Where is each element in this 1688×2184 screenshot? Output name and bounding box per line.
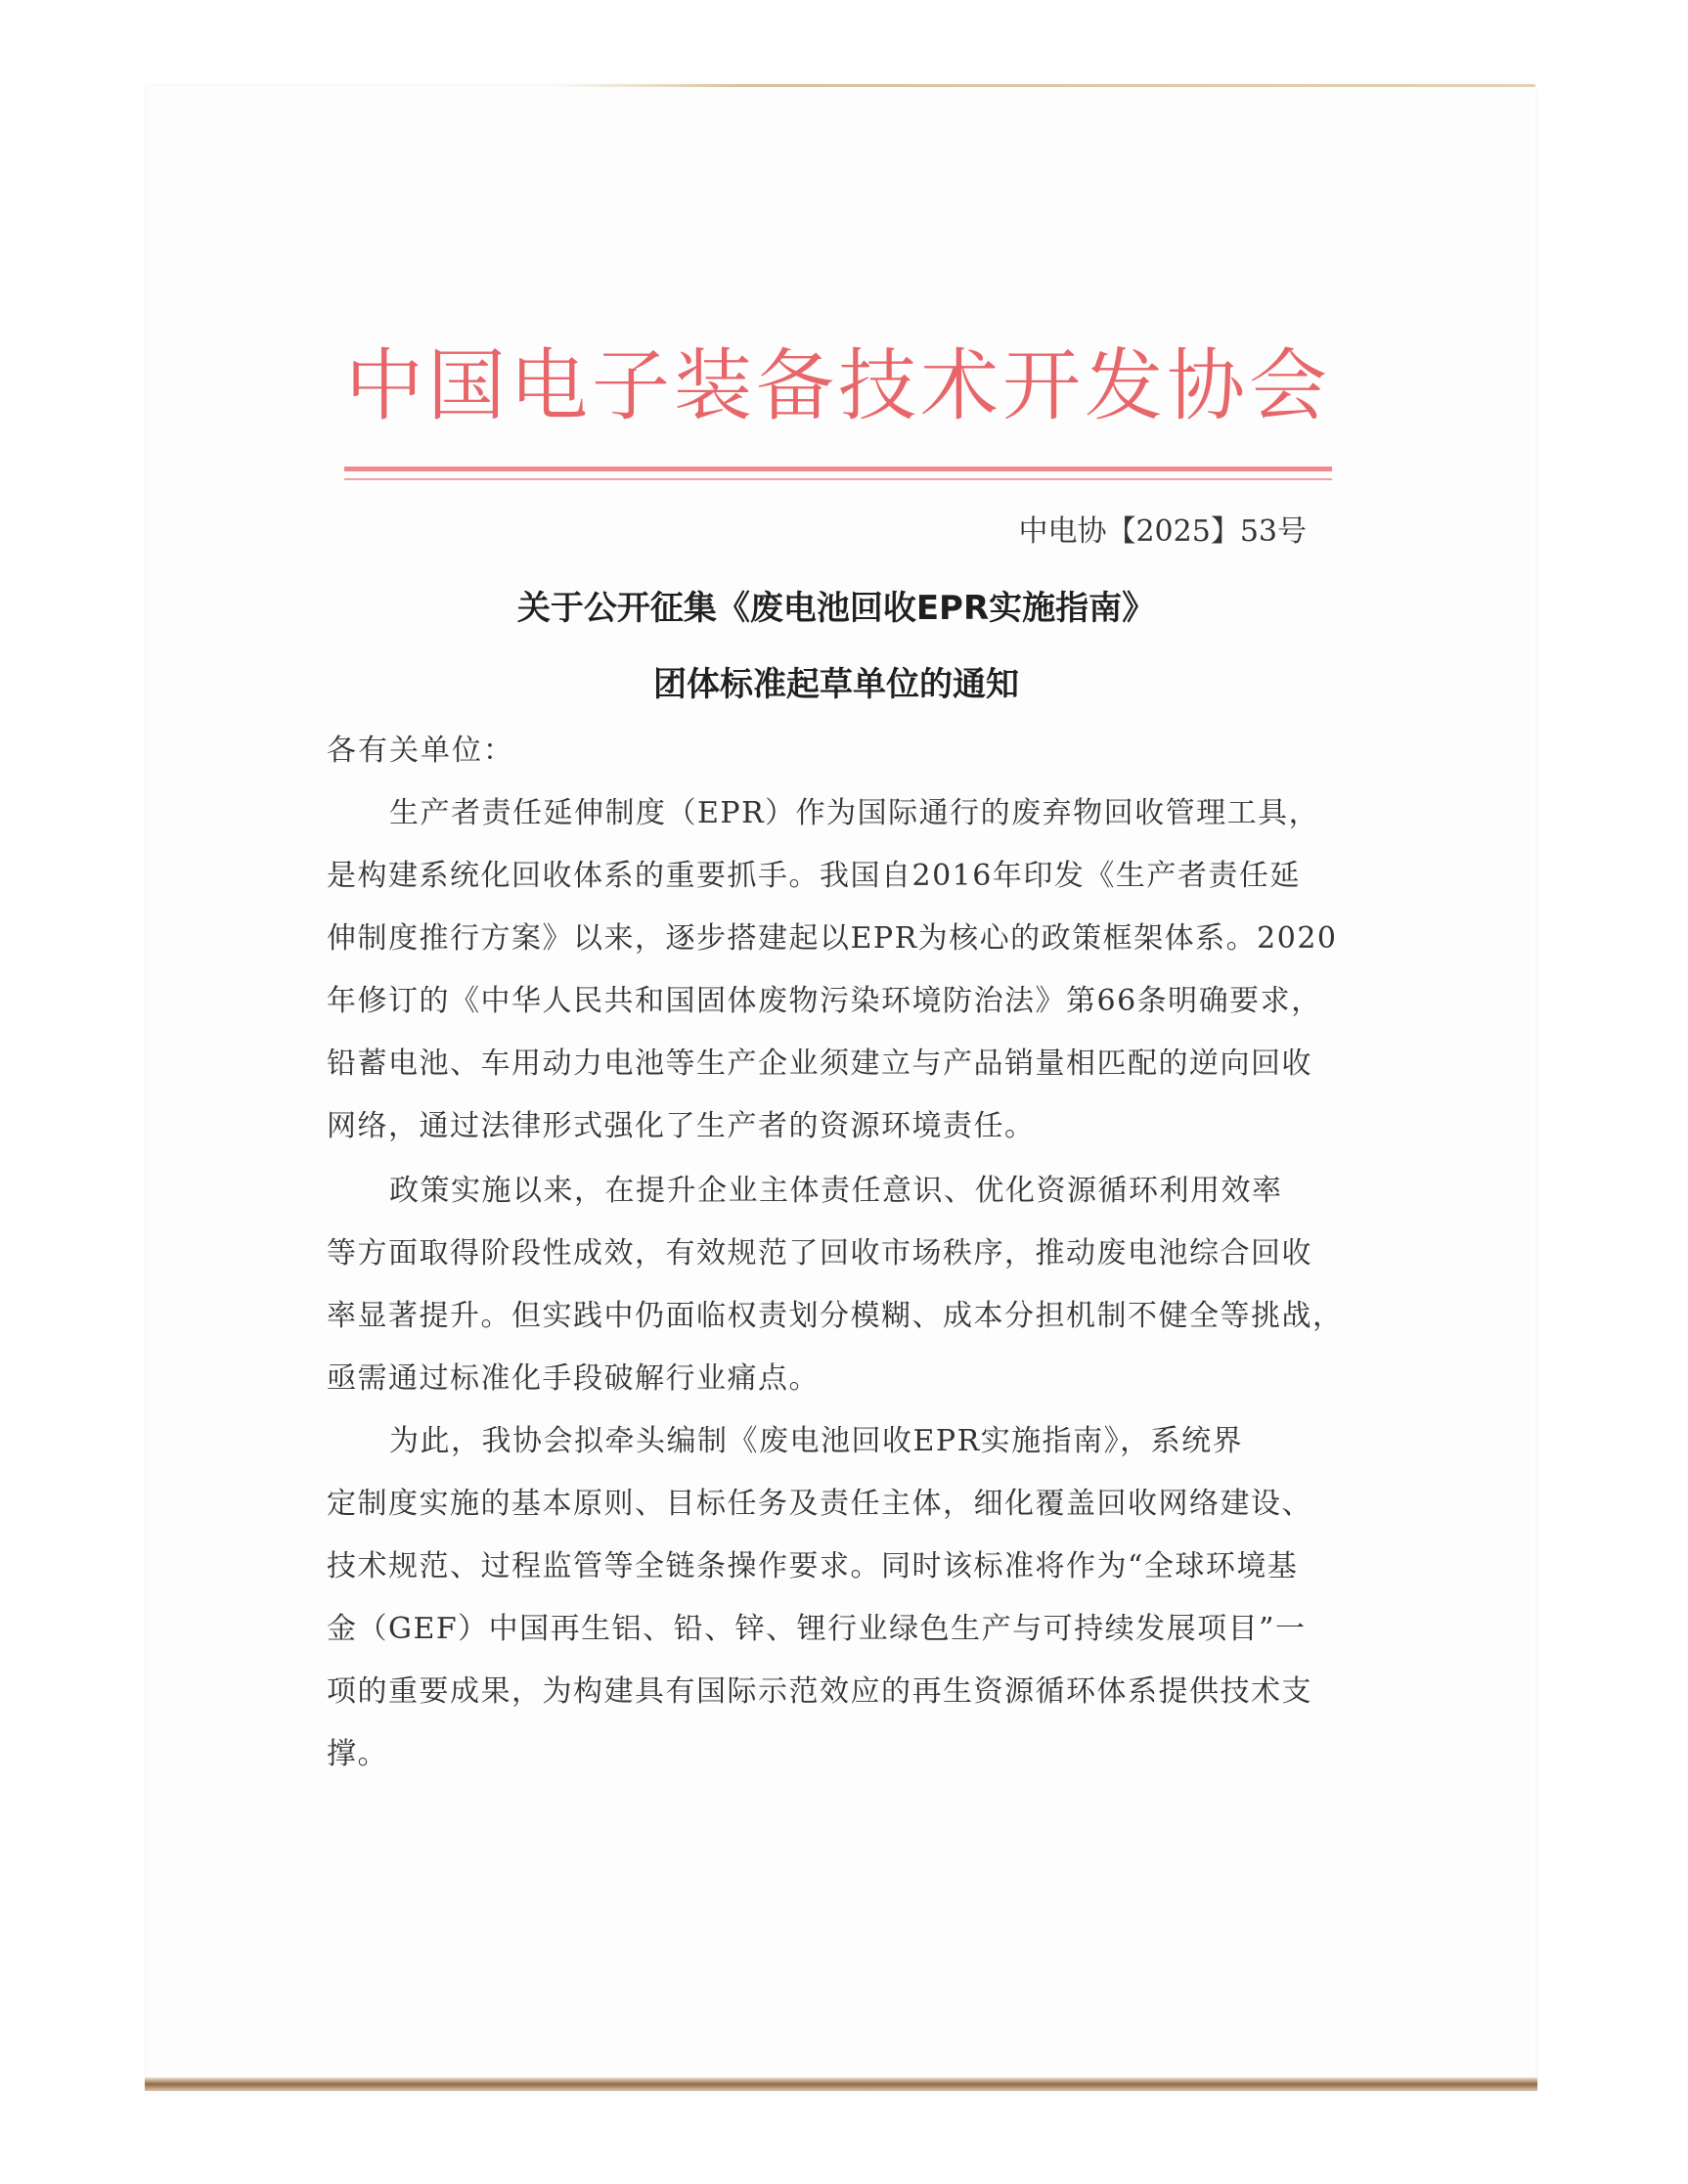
paragraph-line: 生产者责任延伸制度（EPR）作为国际通行的废弃物回收管理工具， [389,796,1320,830]
letterhead-organization: 中国电子装备技术开发协会 [345,340,1331,431]
paragraph-line: 亟需通过标准化手段破解行业痛点。 [327,1361,820,1396]
document-number: 中电协【2025】53号 [1018,514,1307,549]
paragraph-line: 铅蓄电池、车用动力电池等生产企业须建立与产品销量相匹配的逆向回收 [327,1047,1312,1081]
paragraph-line: 是构建系统化回收体系的重要抓手。我国自2016年印发《生产者责任延 [327,859,1301,893]
paragraph-line: 率显著提升。但实践中仍面临权责划分模糊、成本分担机制不健全等挑战， [327,1299,1344,1333]
letterhead-rule-thick [344,467,1332,471]
paragraph-line: 项的重要成果，为构建具有国际示范效应的再生资源循环体系提供技术支 [327,1674,1312,1709]
salutation: 各有关单位： [327,734,514,768]
paper-bottom-edge [145,2077,1537,2091]
paper-top-edge [548,84,1535,87]
paragraph-line: 政策实施以来，在提升企业主体责任意识、优化资源循环利用效率 [389,1174,1283,1208]
paragraph-line: 年修订的《中华人民共和国固体废物污染环境防治法》第66条明确要求， [327,984,1322,1018]
paragraph-line: 等方面取得阶段性成效，有效规范了回收市场秩序，推动废电池综合回收 [327,1236,1312,1270]
paragraph-line: 伸制度推行方案》以来，逐步搭建起以EPR为核心的政策框架体系。2020 [327,921,1338,956]
document-heading-line-2: 团体标准起草单位的通知 [653,665,1019,704]
paragraph-line: 撑。 [327,1737,388,1771]
paragraph-line: 技术规范、过程监管等全链条操作要求。同时该标准将作为“全球环境基 [327,1549,1299,1583]
paragraph-line: 金（GEF）中国再生铝、铅、锌、锂行业绿色生产与可持续发展项目”一 [327,1612,1307,1646]
letterhead-rule-thin [344,478,1332,480]
paragraph-1 [327,782,1354,1158]
paragraph-3 [327,1410,1354,1786]
paragraph-line: 网络，通过法律形式强化了生产者的资源环境责任。 [327,1109,1036,1143]
paragraph-line: 定制度实施的基本原则、目标任务及责任主体，细化覆盖回收网络建设、 [327,1487,1312,1521]
paragraph-2 [327,1160,1354,1410]
document-heading-line-1: 关于公开征集《废电池回收EPR实施指南》 [516,589,1156,628]
paragraph-line: 为此，我协会拟牵头编制《废电池回收EPR实施指南》，系统界 [389,1424,1244,1458]
